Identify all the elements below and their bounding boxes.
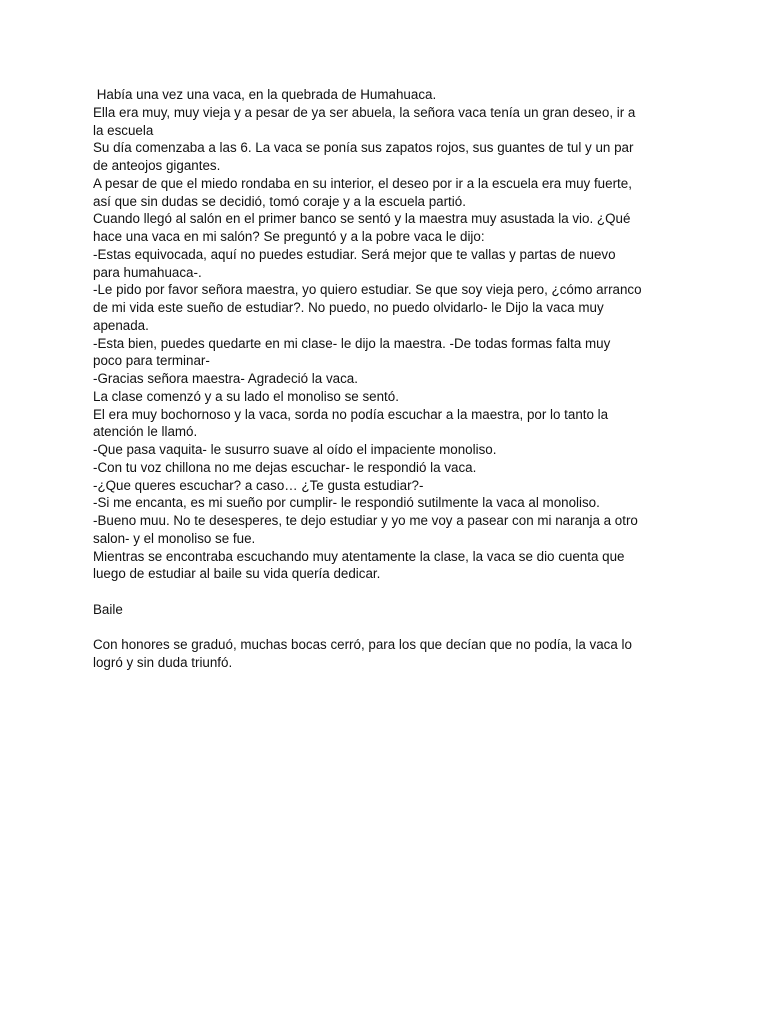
text-line: -Si me encanta, es mi sueño por cumplir- le respondió sutilmente la vaca al monoliso. [93, 495, 600, 511]
text-line: hace una vaca en mi salón? Se preguntó y a la pobre vaca le dijo: [93, 229, 485, 244]
text-line: para humahuaca-. [93, 264, 202, 280]
text-line: Había una vez una vaca, en la quebrada de Humahuaca. [93, 87, 437, 102]
text-line: Ella era muy, muy vieja y a pesar de ya ser abuela, la señora vaca tenía un gran deseo, ir a [93, 104, 636, 120]
text-line: -Gracias señora maestra- Agradeció la vaca. [93, 371, 358, 386]
text-line: de anteojos gigantes. [93, 158, 221, 173]
text-line: -Con tu voz chillona no me dejas escuchar- le respondió la vaca. [93, 459, 477, 475]
text-line: salon- y el monoliso se fue. [93, 530, 256, 546]
document-page [93, 86, 683, 672]
paragraph-story [93, 86, 683, 583]
text-line: atención le llamó. [93, 424, 198, 440]
text-line: Mientras se encontraba escuchando muy atentamente la clase, la vaca se dio cuenta que [93, 548, 625, 564]
text-line: -Bueno muu. No te desesperes, te dejo estudiar y yo me voy a pasear con mi naranja a otro [93, 513, 638, 528]
blank-line [93, 619, 683, 637]
text-line: Cuando llegó al salón en el primer banco se sentó y la maestra muy asustada la vio. ¿Qué [93, 211, 631, 227]
text-line: -¿Que queres escuchar? a caso… ¿Te gusta estudiar?- [93, 477, 424, 493]
text-line: Su día comenzaba a las 6. La vaca se ponía sus zapatos rojos, sus guantes de tul y un par [93, 140, 634, 156]
text-line: -Le pido por favor señora maestra, yo quiero estudiar. Se que soy vieja pero, ¿cómo arranco [93, 282, 642, 298]
text-line: A pesar de que el miedo rondaba en su interior, el deseo por ir a la escuela era muy fuerte, [93, 175, 632, 191]
text-line: así que sin dudas se decidió, tomó coraje y a la escuela partió. [93, 193, 466, 209]
text-line: -Que pasa vaquita- le susurro suave al oído el impaciente monoliso. [93, 442, 497, 457]
text-line: logró y sin duda triunfó. [93, 655, 233, 670]
section-heading-baile: Baile [93, 601, 123, 617]
blank-line [93, 583, 683, 601]
text-line: La clase comenzó y a su lado el monoliso se sentó. [93, 388, 399, 404]
text-line: poco para terminar- [93, 353, 210, 369]
paragraph-ending [93, 636, 683, 672]
text-line: El era muy bochornoso y la vaca, sorda no podía escuchar a la maestra, por lo tanto la [93, 406, 609, 422]
text-line: Con honores se graduó, muchas bocas cerró, para los que decían que no podía, la vaca lo [93, 637, 632, 653]
text-line: la escuela [93, 122, 154, 138]
text-line: -Estas equivocada, aquí no puedes estudiar. Será mejor que te vallas y partas de nuevo [93, 246, 616, 262]
text-line: -Esta bien, puedes quedarte en mi clase- le dijo la maestra. -De todas formas falta muy [93, 335, 611, 351]
text-line: de mi vida este sueño de estudiar?. No puedo, no puedo olvidarlo- le Dijo la vaca muy [93, 300, 604, 315]
text-line: apenada. [93, 317, 149, 333]
text-line: luego de estudiar al baile su vida quería dedicar. [93, 566, 381, 582]
